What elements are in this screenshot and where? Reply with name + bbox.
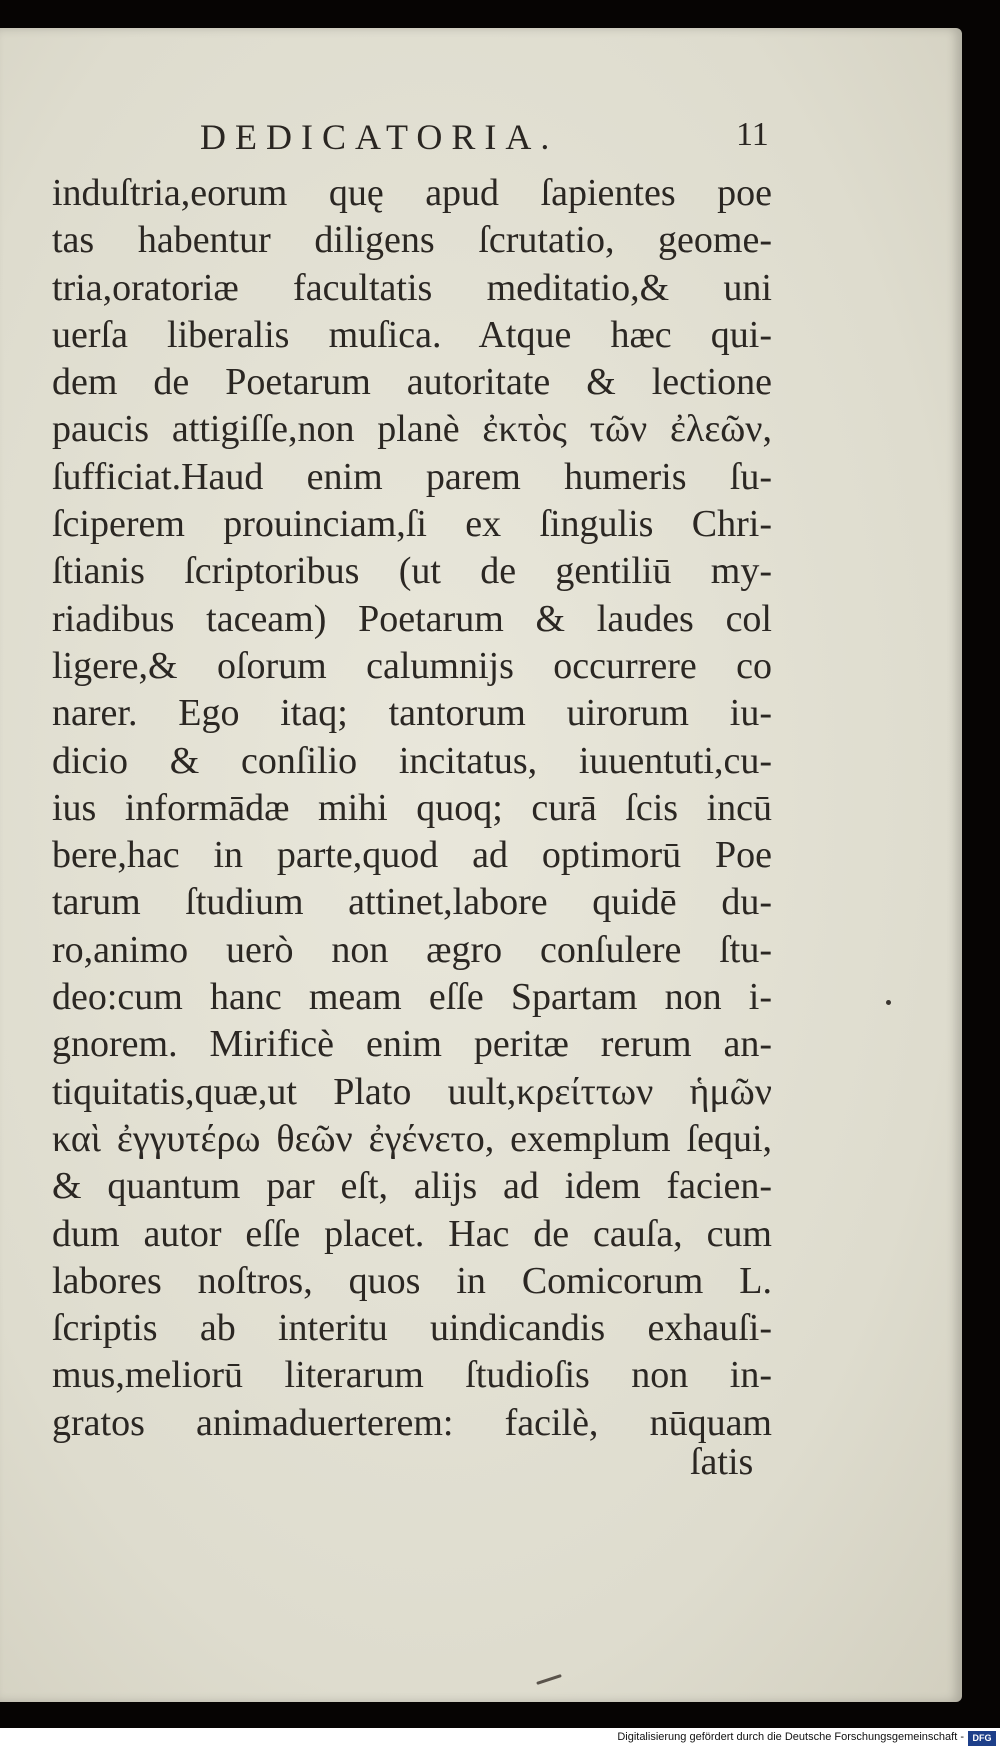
text-line: mus,meliorū literarum ſtudioſis non in- bbox=[52, 1354, 772, 1397]
text-line: tas habentur diligens ſcrutatio, geome- bbox=[52, 219, 772, 262]
text-line: tarum ſtudium attinet,labore quidē du- bbox=[52, 881, 772, 924]
funding-credit: Digitalisierung gefördert durch die Deutsche Forschungsgemeinschaft - bbox=[617, 1731, 964, 1743]
text-line: gnorem. Mirificè enim peritæ rerum an- bbox=[52, 1023, 772, 1066]
text-line: ro,animo uerò non ægro conſulere ſtu- bbox=[52, 928, 772, 971]
text-line: ſciperem prouinciam,ſi ex ſingulis Chri- bbox=[52, 503, 772, 546]
text-line: ius informādæ mihi quoq; curā ſcis incū bbox=[52, 786, 772, 829]
text-line: bere,hac in parte,quod ad optimorū Poe bbox=[52, 834, 772, 877]
text-line: gratos animaduerterem: facilè, nūquam bbox=[52, 1401, 772, 1444]
text-line: ſtianis ſcriptoribus (ut de gentiliū my- bbox=[52, 550, 772, 593]
ink-speck bbox=[886, 1000, 891, 1005]
text-line: & quantum par eſt, alijs ad idem facien- bbox=[52, 1165, 772, 1208]
running-head: DEDICATORIA. bbox=[200, 117, 559, 157]
text-line: dem de Poetarum autoritate & lectione bbox=[52, 361, 772, 404]
ink-mark bbox=[536, 1674, 562, 1685]
catchword: ſatis bbox=[690, 1441, 754, 1483]
text-line: tiquitatis,quæ,ut Plato uult,κρείττων ἡμῶν bbox=[52, 1070, 772, 1113]
folio-number: 11 bbox=[736, 116, 769, 153]
text-line: dum autor eſſe placet. Hac de cauſa, cum bbox=[52, 1212, 772, 1255]
text-line: ligere,& oſorum calumnijs occurrere co bbox=[52, 644, 772, 687]
text-line: dicio & conſilio incitatus, iuuentuti,cu- bbox=[52, 739, 772, 782]
text-line: narer. Ego itaq; tantorum uirorum iu- bbox=[52, 692, 772, 735]
text-line: ſufficiat.Haud enim parem humeris ſu- bbox=[52, 455, 772, 498]
text-line: uerſa liberalis muſica. Atque hæc qui- bbox=[52, 313, 772, 356]
book-page bbox=[0, 28, 962, 1702]
text-line: deo:cum hanc meam eſſe Spartam non i- bbox=[52, 976, 772, 1019]
dfg-logo-icon: DFG bbox=[968, 1731, 996, 1746]
text-line: induſtria,eorum quę apud ſapientes poe bbox=[52, 172, 772, 214]
text-line: riadibus taceam) Poetarum & laudes col bbox=[52, 597, 772, 640]
text-line: καὶ ἐγγυτέρω θεῶν ἐγένετο, exemplum ſequi, bbox=[52, 1117, 772, 1160]
text-line: ſcriptis ab interitu uindicandis exhauſi- bbox=[52, 1307, 772, 1350]
digitization-footer bbox=[0, 1728, 1000, 1750]
text-line: paucis attigiſſe,non planè ἐκτὸς τῶν ἐλεῶν, bbox=[52, 408, 772, 451]
text-line: labores noſtros, quos in Comicorum L. bbox=[52, 1259, 772, 1302]
body-text bbox=[52, 170, 772, 1447]
text-line: tria,oratoriæ facultatis meditatio,& uni bbox=[52, 266, 772, 309]
